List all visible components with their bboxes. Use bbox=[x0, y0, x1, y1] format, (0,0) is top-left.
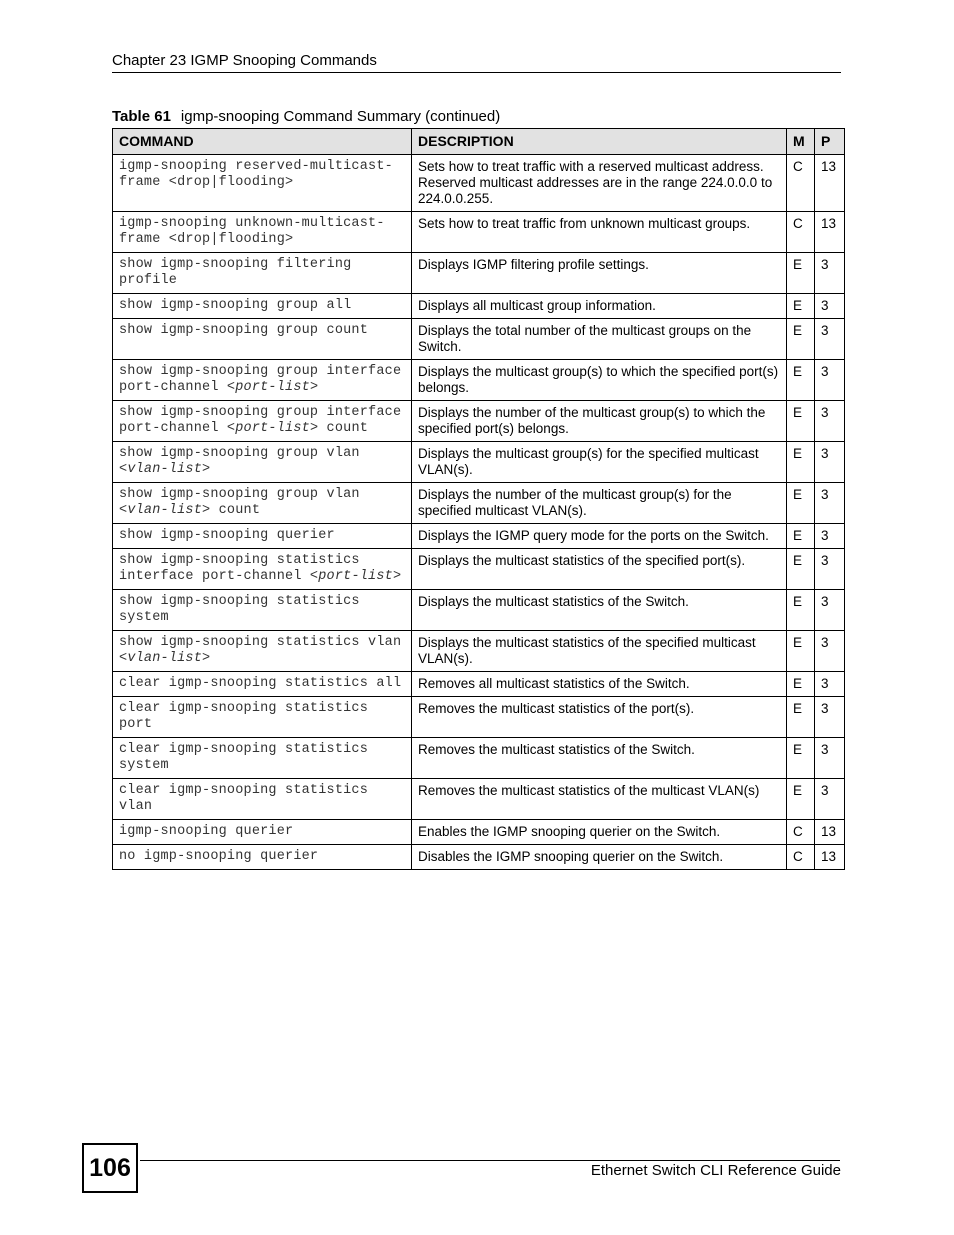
table-row bbox=[113, 631, 845, 672]
table-row bbox=[113, 820, 845, 845]
privilege-cell: 3 bbox=[815, 738, 845, 779]
command-text: port bbox=[119, 717, 153, 732]
mode-cell: E bbox=[787, 524, 815, 549]
command-text: igmp-snooping reserved-multicast- bbox=[119, 159, 393, 174]
table-row bbox=[113, 845, 845, 870]
privilege-cell: 3 bbox=[815, 697, 845, 738]
description-cell: Displays the multicast statistics of the specified port(s). bbox=[412, 549, 787, 590]
table-row bbox=[113, 155, 845, 212]
command-text: > count bbox=[309, 421, 369, 436]
footer-guide-title: Ethernet Switch CLI Reference Guide bbox=[590, 1162, 841, 1179]
description-cell: Displays IGMP filtering profile settings. bbox=[412, 253, 787, 294]
command-cell bbox=[113, 590, 412, 631]
description-cell: Displays the multicast statistics of the specified multicast VLAN(s). bbox=[412, 631, 787, 672]
mode-cell: C bbox=[787, 820, 815, 845]
command-text: no igmp-snooping querier bbox=[119, 849, 319, 864]
command-cell bbox=[113, 483, 412, 524]
command-text: < bbox=[119, 503, 128, 518]
command-text: > count bbox=[202, 503, 261, 518]
command-text: port-channel < bbox=[119, 380, 236, 395]
privilege-cell: 13 bbox=[815, 212, 845, 253]
command-text: > bbox=[309, 380, 319, 395]
mode-cell: E bbox=[787, 672, 815, 697]
command-text: vlan bbox=[119, 799, 153, 814]
privilege-cell: 3 bbox=[815, 779, 845, 820]
table-caption-label: Table 61 bbox=[112, 108, 171, 125]
table-row bbox=[113, 360, 845, 401]
command-cell bbox=[113, 360, 412, 401]
table-row bbox=[113, 524, 845, 549]
command-cell bbox=[113, 294, 412, 319]
privilege-cell: 3 bbox=[815, 253, 845, 294]
command-cell bbox=[113, 442, 412, 483]
mode-cell: E bbox=[787, 483, 815, 524]
table-row bbox=[113, 672, 845, 697]
command-cell bbox=[113, 697, 412, 738]
table-row bbox=[113, 738, 845, 779]
command-cell bbox=[113, 253, 412, 294]
command-text: igmp-snooping querier bbox=[119, 824, 294, 839]
mode-cell: E bbox=[787, 738, 815, 779]
column-header-m: M bbox=[787, 129, 815, 155]
privilege-cell: 3 bbox=[815, 483, 845, 524]
description-cell: Removes the multicast statistics of the multicast VLAN(s) bbox=[412, 779, 787, 820]
mode-cell: E bbox=[787, 360, 815, 401]
mode-cell: E bbox=[787, 779, 815, 820]
description-cell: Removes all multicast statistics of the Switch. bbox=[412, 672, 787, 697]
command-text: show igmp-snooping querier bbox=[119, 528, 335, 543]
description-cell: Sets how to treat traffic from unknown multicast groups. bbox=[412, 212, 787, 253]
header-rule bbox=[112, 72, 841, 73]
command-placeholder: port-list bbox=[318, 569, 393, 584]
description-cell: Removes the multicast statistics of the Switch. bbox=[412, 738, 787, 779]
command-text: show igmp-snooping statistics bbox=[119, 594, 360, 609]
description-cell: Enables the IGMP snooping querier on the Switch. bbox=[412, 820, 787, 845]
command-placeholder: vlan-list bbox=[127, 462, 203, 477]
command-text: < bbox=[119, 462, 128, 477]
table-row bbox=[113, 253, 845, 294]
command-text: clear igmp-snooping statistics all bbox=[119, 676, 402, 691]
table-row bbox=[113, 549, 845, 590]
privilege-cell: 3 bbox=[815, 401, 845, 442]
table-row bbox=[113, 483, 845, 524]
command-text: clear igmp-snooping statistics bbox=[119, 783, 369, 798]
command-text: port-channel < bbox=[119, 421, 236, 436]
command-text: > bbox=[392, 569, 402, 584]
mode-cell: E bbox=[787, 401, 815, 442]
command-cell bbox=[113, 524, 412, 549]
command-text: frame <drop|flooding> bbox=[119, 175, 294, 190]
command-placeholder: vlan-list bbox=[127, 651, 203, 666]
command-text: clear igmp-snooping statistics bbox=[119, 701, 369, 716]
description-cell: Displays the total number of the multicast groups on the Switch. bbox=[412, 319, 787, 360]
privilege-cell: 13 bbox=[815, 820, 845, 845]
command-text: show igmp-snooping group interface bbox=[119, 405, 402, 420]
privilege-cell: 13 bbox=[815, 845, 845, 870]
column-header-description: DESCRIPTION bbox=[412, 129, 787, 155]
description-cell: Displays the number of the multicast group(s) to which the specified port(s) belongs. bbox=[412, 401, 787, 442]
command-text: > bbox=[202, 462, 211, 477]
command-placeholder: vlan-list bbox=[127, 503, 203, 518]
table-row bbox=[113, 294, 845, 319]
command-cell bbox=[113, 319, 412, 360]
privilege-cell: 3 bbox=[815, 294, 845, 319]
privilege-cell: 3 bbox=[815, 442, 845, 483]
table-row bbox=[113, 401, 845, 442]
command-text: interface port-channel < bbox=[119, 569, 319, 584]
command-cell bbox=[113, 212, 412, 253]
command-cell bbox=[113, 672, 412, 697]
table-caption-title: igmp-snooping Command Summary (continued) bbox=[180, 108, 501, 125]
table-row bbox=[113, 779, 845, 820]
mode-cell: C bbox=[787, 845, 815, 870]
mode-cell: E bbox=[787, 631, 815, 672]
table-row bbox=[113, 442, 845, 483]
command-cell bbox=[113, 779, 412, 820]
footer-rule bbox=[140, 1160, 840, 1161]
mode-cell: C bbox=[787, 212, 815, 253]
command-cell bbox=[113, 401, 412, 442]
command-text: show igmp-snooping group vlan bbox=[119, 487, 360, 502]
privilege-cell: 3 bbox=[815, 672, 845, 697]
privilege-cell: 3 bbox=[815, 631, 845, 672]
description-cell: Displays the multicast group(s) for the specified multicast VLAN(s). bbox=[412, 442, 787, 483]
privilege-cell: 3 bbox=[815, 590, 845, 631]
command-text: profile bbox=[119, 273, 178, 288]
command-text: show igmp-snooping group interface bbox=[119, 364, 402, 379]
command-placeholder: port-list bbox=[235, 380, 310, 395]
command-text: show igmp-snooping group count bbox=[119, 323, 369, 338]
command-text: system bbox=[119, 610, 169, 625]
table-row bbox=[113, 697, 845, 738]
command-cell bbox=[113, 549, 412, 590]
description-cell: Displays the number of the multicast group(s) for the specified multicast VLAN(s). bbox=[412, 483, 787, 524]
description-cell: Removes the multicast statistics of the port(s). bbox=[412, 697, 787, 738]
column-header-p: P bbox=[815, 129, 845, 155]
command-text: show igmp-snooping group vlan bbox=[119, 446, 360, 461]
command-cell bbox=[113, 820, 412, 845]
command-text: show igmp-snooping statistics vlan bbox=[119, 635, 402, 650]
command-cell bbox=[113, 631, 412, 672]
mode-cell: E bbox=[787, 253, 815, 294]
privilege-cell: 3 bbox=[815, 319, 845, 360]
description-cell: Disables the IGMP snooping querier on the Switch. bbox=[412, 845, 787, 870]
command-text: system bbox=[119, 758, 169, 773]
description-cell: Displays the IGMP query mode for the ports on the Switch. bbox=[412, 524, 787, 549]
command-cell bbox=[113, 845, 412, 870]
mode-cell: E bbox=[787, 549, 815, 590]
command-summary-table bbox=[112, 128, 845, 870]
running-header: Chapter 23 IGMP Snooping Commands bbox=[112, 52, 377, 69]
privilege-cell: 3 bbox=[815, 524, 845, 549]
description-cell: Sets how to treat traffic with a reserved multicast address. Reserved multicast addresses are in the range 224.0.0.0 to 224.0.0.255. bbox=[412, 155, 787, 212]
command-text: igmp-snooping unknown-multicast- bbox=[119, 216, 385, 231]
mode-cell: E bbox=[787, 697, 815, 738]
command-text: show igmp-snooping group all bbox=[119, 298, 352, 313]
table-row bbox=[113, 319, 845, 360]
privilege-cell: 3 bbox=[815, 360, 845, 401]
mode-cell: E bbox=[787, 319, 815, 360]
description-cell: Displays the multicast group(s) to which the specified port(s) belongs. bbox=[412, 360, 787, 401]
mode-cell: E bbox=[787, 590, 815, 631]
table-caption bbox=[112, 108, 500, 125]
mode-cell: E bbox=[787, 294, 815, 319]
mode-cell: C bbox=[787, 155, 815, 212]
command-placeholder: port-list bbox=[235, 421, 310, 436]
column-header-command: COMMAND bbox=[113, 129, 412, 155]
command-text: clear igmp-snooping statistics bbox=[119, 742, 369, 757]
page-number: 106 bbox=[82, 1143, 138, 1193]
command-cell bbox=[113, 155, 412, 212]
command-text: < bbox=[119, 651, 128, 666]
command-text: show igmp-snooping filtering bbox=[119, 257, 352, 272]
description-cell: Displays all multicast group information. bbox=[412, 294, 787, 319]
mode-cell: E bbox=[787, 442, 815, 483]
command-text: > bbox=[202, 651, 211, 666]
privilege-cell: 13 bbox=[815, 155, 845, 212]
table-row bbox=[113, 590, 845, 631]
command-text: frame <drop|flooding> bbox=[119, 232, 294, 247]
command-cell bbox=[113, 738, 412, 779]
table-header-row bbox=[113, 129, 845, 155]
privilege-cell: 3 bbox=[815, 549, 845, 590]
description-cell: Displays the multicast statistics of the Switch. bbox=[412, 590, 787, 631]
command-text: show igmp-snooping statistics bbox=[119, 553, 360, 568]
table-row bbox=[113, 212, 845, 253]
